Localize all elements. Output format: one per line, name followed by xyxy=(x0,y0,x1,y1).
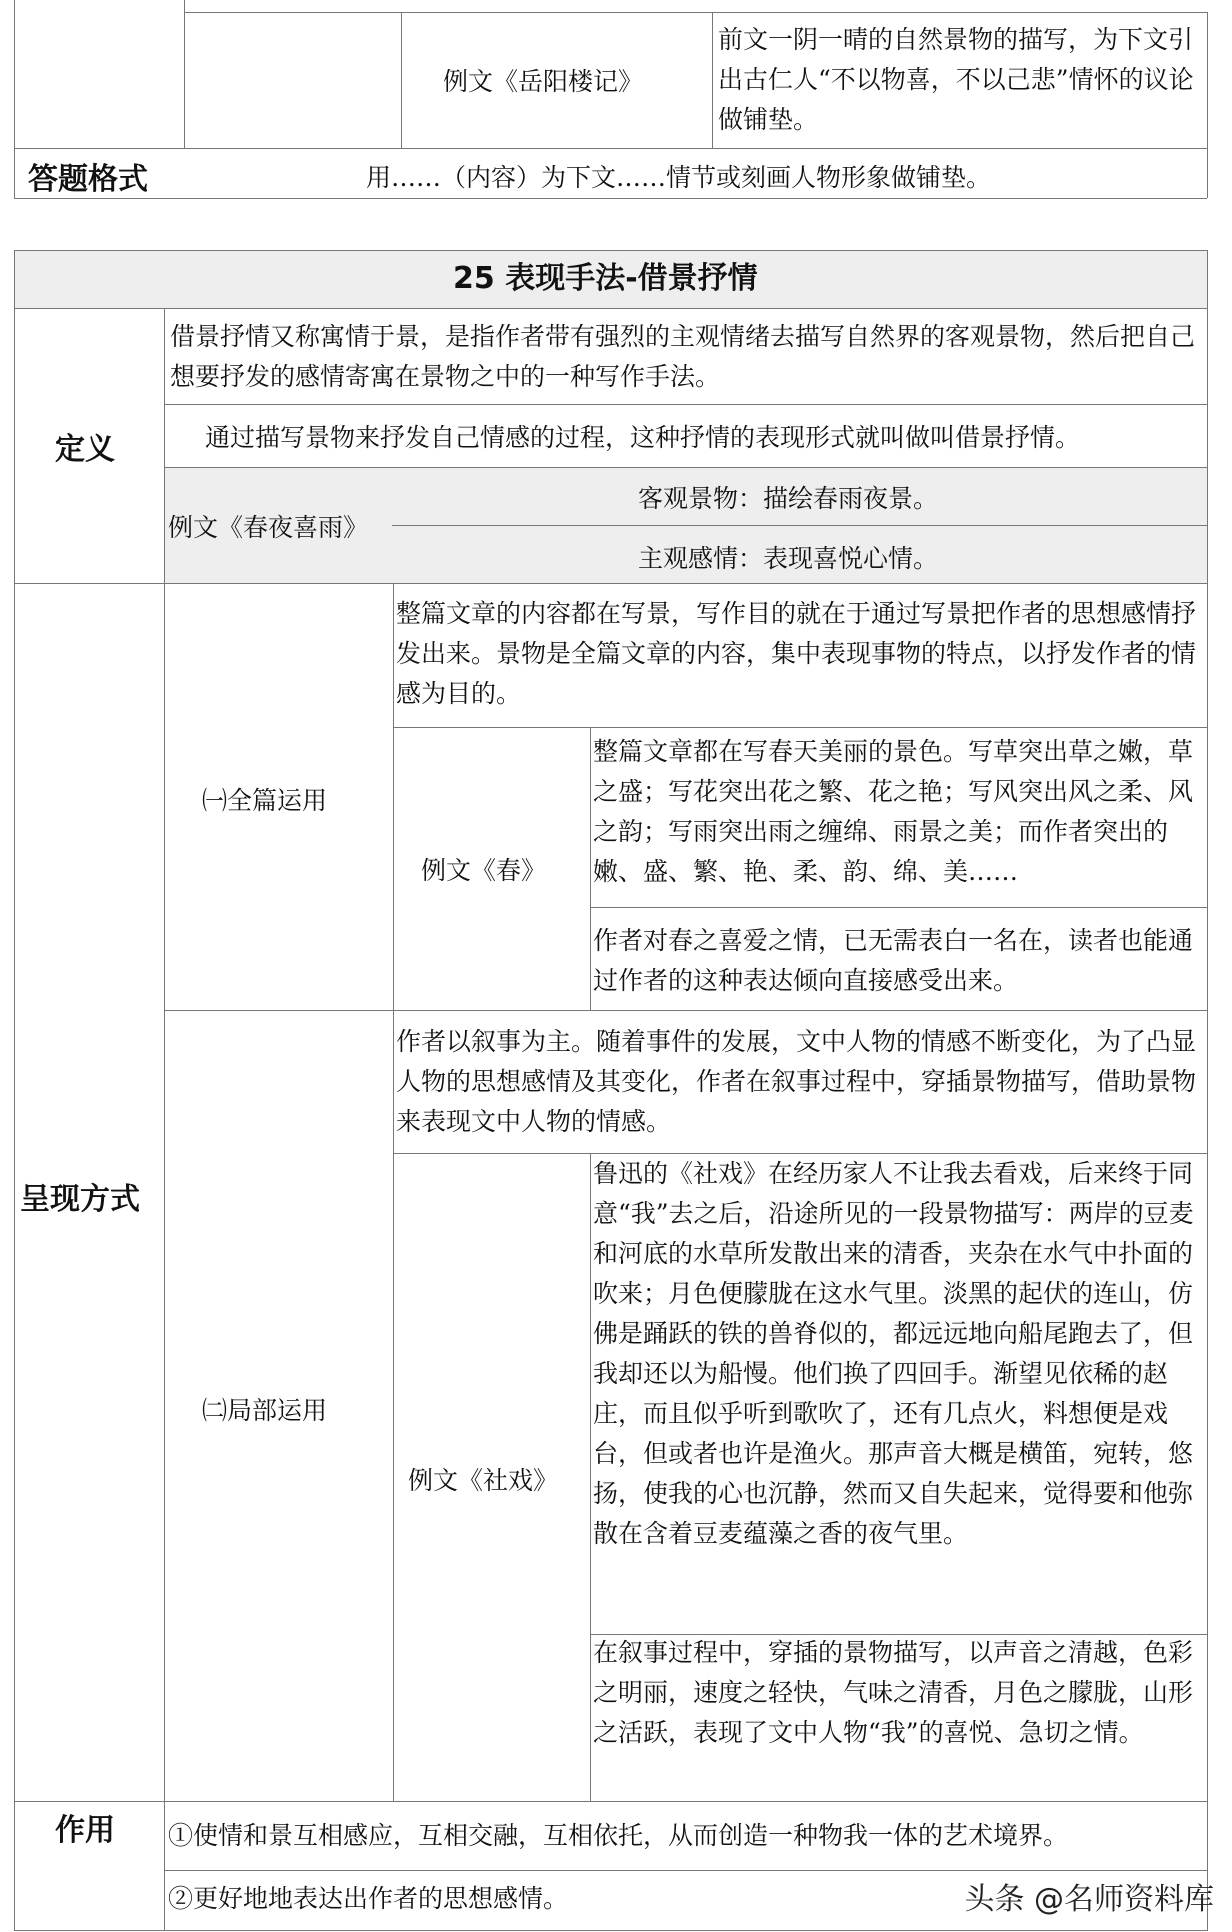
partial-use-desc: 作者以叙事为主。随着事件的发展，文中人物的情感不断变化，为了凸显人物的思想感情及其变化，作者在叙事过程中，穿插景物描写，借助景物来表现文中人物的情感。 xyxy=(396,1027,1197,1136)
effect-item-1: ①使情和景互相感应，互相交融，互相依托，从而创造一种物我一体的艺术境界。 xyxy=(168,1821,1069,1850)
full-use-desc: 整篇文章的内容都在写景，写作目的就在于通过写景把作者的思想感情抒发出来。景物是全篇文章的内容，集中表现事物的特点，以抒发作者的情感为目的。 xyxy=(396,599,1197,708)
yueyanglou-example-desc: 前文一阴一晴的自然景物的描写，为下文引出古仁人“不以物喜，不以己悲”情怀的议论做铺垫。 xyxy=(718,25,1194,134)
objective-scenery: 客观景物：描绘春雨夜景。 xyxy=(638,484,939,513)
definition-text: 借景抒情又称寓情于景，是指作者带有强烈的主观情绪去描写自然界的客观景物，然后把自己想要抒发的感情寄寓在景物之中的一种写作手法。 xyxy=(170,322,1196,391)
section-title: 25 表现手法-借景抒情 xyxy=(453,261,758,296)
answer-format-label: 答题格式 xyxy=(28,162,148,197)
presentation-label: 呈现方式 xyxy=(20,1182,140,1217)
full-use-label: ㈠全篇运用 xyxy=(202,786,328,815)
subjective-emotion: 主观感情：表现喜悦心情。 xyxy=(638,544,939,573)
answer-format-text: 用……（内容）为下文……情节或刻画人物形象做铺垫。 xyxy=(366,163,992,192)
partial-use-label: ㈡局部运用 xyxy=(202,1396,328,1425)
watermark: 头条 @名师资料库 xyxy=(964,1882,1214,1917)
shexi-example-text: 鲁迅的《社戏》在经历家人不让我去看戏，后来终于同意“我”去之后，沿途所见的一段景物描写：两岸的豆麦和河底的水草所发散出来的清香，夹杂在水气中扑面的吹来；月色便朦胧在这水气里。淡黑的起伏的连山，仿佛是踊跃的铁的兽脊似的，都远远地向船尾跑去了，但我却还以为船慢。他们换了四回手。渐望见依稀的赵庄，而且似乎听到歌吹了，还有几点火，料想便是戏台，但或者也许是渔火。那声音大概是横笛，宛转，悠扬，使我的心也沉静，然而又自失起来，觉得要和他弥散在含着豆麦蕴藻之香的夜气里。 xyxy=(593,1159,1194,1548)
shexi-example-comment: 在叙事过程中，穿插的景物描写，以声音之清越，色彩之明丽，速度之轻快，气味之清香，月色之朦胧，山形之活跃，表现了文中人物“我”的喜悦、急切之情。 xyxy=(593,1638,1194,1747)
definition-label: 定义 xyxy=(55,432,115,467)
effect-item-2: ②更好地地表达出作者的思想感情。 xyxy=(168,1884,569,1913)
definition-summary: 通过描写景物来抒发自己情感的过程，这种抒情的表现形式就叫做叫借景抒情。 xyxy=(205,423,1081,452)
effect-label: 作用 xyxy=(55,1813,115,1848)
shexi-example-label: 例文《社戏》 xyxy=(408,1466,559,1495)
yueyanglou-example-label: 例文《岳阳楼记》 xyxy=(443,67,644,96)
chun-example-comment: 作者对春之喜爱之情，已无需表白一名在，读者也能通过作者的这种表达倾向直接感受出来。 xyxy=(593,926,1194,995)
chunye-example-label: 例文《春夜喜雨》 xyxy=(168,513,369,542)
chun-example-label: 例文《春》 xyxy=(421,856,547,885)
chun-example-text: 整篇文章都在写春天美丽的景色。写草突出草之嫩，草之盛；写花突出花之繁、花之艳；写风突出风之柔、风之韵；写雨突出雨之缠绵、雨景之美；而作者突出的嫩、盛、繁、艳、柔、韵、绵、美…… xyxy=(593,737,1194,886)
